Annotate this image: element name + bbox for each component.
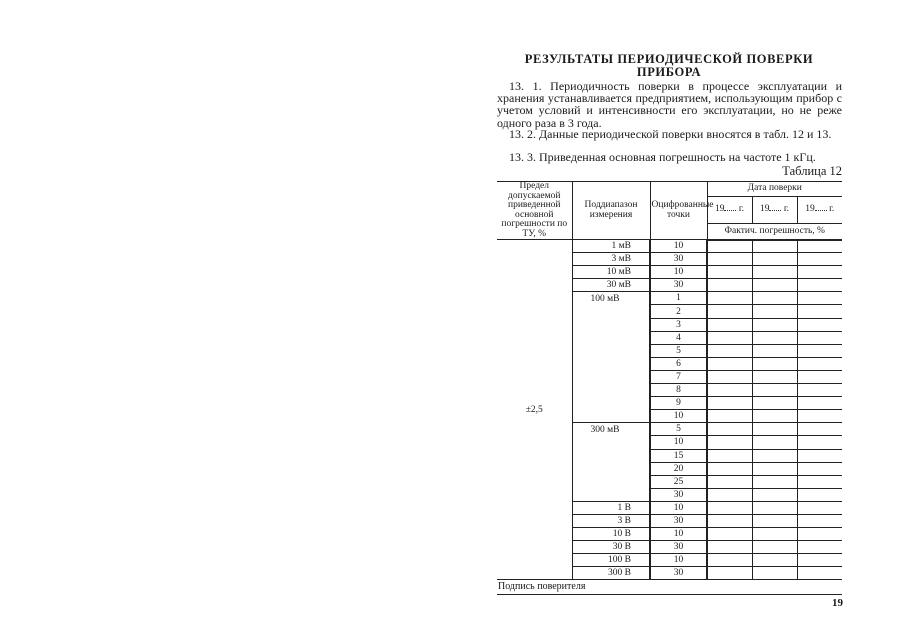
actual-error-cell xyxy=(707,449,752,462)
actual-error-cell xyxy=(707,305,752,318)
actual-error-cell xyxy=(707,475,752,488)
signature-label: Подпись поверителя xyxy=(497,580,842,595)
subrange-cell xyxy=(572,357,650,370)
actual-error-cell xyxy=(707,501,752,514)
actual-error-cell xyxy=(797,423,842,436)
actual-error-cell xyxy=(797,554,842,567)
actual-error-cell xyxy=(797,475,842,488)
header-year-1: 19 г. xyxy=(707,197,752,224)
header-points: Оцифрованные точки xyxy=(650,182,707,240)
actual-error-cell xyxy=(752,541,797,554)
actual-error-cell xyxy=(797,567,842,580)
subrange-cell: 100 В xyxy=(572,554,650,567)
point-cell: 10 xyxy=(650,240,707,253)
header-date: Дата поверки xyxy=(707,182,842,197)
actual-error-cell xyxy=(752,305,797,318)
actual-error-cell xyxy=(707,344,752,357)
actual-error-cell xyxy=(707,554,752,567)
subrange-cell: 1 В xyxy=(572,501,650,514)
subrange-cell: 3 В xyxy=(572,514,650,527)
actual-error-cell xyxy=(797,357,842,370)
actual-error-cell xyxy=(752,554,797,567)
actual-error-cell xyxy=(707,240,752,253)
point-cell: 1 xyxy=(650,292,707,305)
actual-error-cell xyxy=(707,357,752,370)
point-cell: 10 xyxy=(650,554,707,567)
actual-error-cell xyxy=(797,410,842,423)
actual-error-cell xyxy=(752,357,797,370)
actual-error-cell xyxy=(752,370,797,383)
point-cell: 30 xyxy=(650,514,707,527)
actual-error-cell xyxy=(797,514,842,527)
actual-error-cell xyxy=(797,501,842,514)
point-cell: 6 xyxy=(650,357,707,370)
point-cell: 10 xyxy=(650,501,707,514)
subrange-cell: 30 мВ xyxy=(572,279,650,292)
actual-error-cell xyxy=(707,292,752,305)
point-cell: 10 xyxy=(650,436,707,449)
actual-error-cell xyxy=(752,475,797,488)
subrange-cell: 3 мВ xyxy=(572,253,650,266)
actual-error-cell xyxy=(752,567,797,580)
actual-error-cell xyxy=(707,397,752,410)
actual-error-cell xyxy=(707,514,752,527)
actual-error-cell xyxy=(797,253,842,266)
actual-error-cell xyxy=(797,541,842,554)
actual-error-cell xyxy=(797,318,842,331)
paragraph-13-1: 13. 1. Периодичность поверки в процессе эксплуатации и хранения устанавливается предприятием, использующим прибор с учетом условий и интенсивности его эксплуатации, но не реже одного раза в 3 года. xyxy=(497,79,842,130)
actual-error-cell xyxy=(752,318,797,331)
actual-error-cell xyxy=(752,344,797,357)
subrange-cell xyxy=(572,475,650,488)
actual-error-cell xyxy=(707,370,752,383)
limit-value: ±2,5 xyxy=(497,240,572,580)
point-cell: 30 xyxy=(650,567,707,580)
actual-error-cell xyxy=(797,462,842,475)
actual-error-cell xyxy=(752,410,797,423)
actual-error-cell xyxy=(707,410,752,423)
subrange-cell: 100 мВ xyxy=(572,292,650,305)
point-cell: 20 xyxy=(650,462,707,475)
subrange-cell xyxy=(572,318,650,331)
actual-error-cell xyxy=(752,384,797,397)
actual-error-cell xyxy=(752,397,797,410)
actual-error-cell xyxy=(752,501,797,514)
actual-error-cell xyxy=(752,266,797,279)
point-cell: 5 xyxy=(650,423,707,436)
subrange-cell: 300 В xyxy=(572,567,650,580)
paragraph-13-2: 13. 2. Данные периодической поверки вносятся в табл. 12 и 13. xyxy=(509,127,832,141)
actual-error-cell xyxy=(707,384,752,397)
actual-error-cell xyxy=(797,279,842,292)
actual-error-cell xyxy=(797,370,842,383)
point-cell: 8 xyxy=(650,384,707,397)
actual-error-cell xyxy=(797,240,842,253)
subrange-cell xyxy=(572,384,650,397)
actual-error-cell xyxy=(707,541,752,554)
actual-error-cell xyxy=(707,528,752,541)
actual-error-cell xyxy=(752,240,797,253)
point-cell: 10 xyxy=(650,266,707,279)
actual-error-cell xyxy=(797,488,842,501)
actual-error-cell xyxy=(707,253,752,266)
page-title: РЕЗУЛЬТАТЫ ПЕРИОДИЧЕСКОЙ ПОВЕРКИ ПРИБОРА xyxy=(524,52,814,79)
point-cell: 25 xyxy=(650,475,707,488)
header-actual-error: Фактич. погрешность, % xyxy=(707,224,842,240)
point-cell: 30 xyxy=(650,488,707,501)
actual-error-cell xyxy=(752,449,797,462)
point-cell: 4 xyxy=(650,331,707,344)
point-cell: 10 xyxy=(650,528,707,541)
point-cell: 2 xyxy=(650,305,707,318)
subrange-cell xyxy=(572,462,650,475)
subrange-cell: 1 мВ xyxy=(572,240,650,253)
point-cell: 7 xyxy=(650,370,707,383)
actual-error-cell xyxy=(707,488,752,501)
actual-error-cell xyxy=(797,266,842,279)
actual-error-cell xyxy=(797,528,842,541)
actual-error-cell xyxy=(707,462,752,475)
actual-error-cell xyxy=(752,436,797,449)
table-caption: Таблица 12 xyxy=(782,164,842,178)
point-cell: 9 xyxy=(650,397,707,410)
actual-error-cell xyxy=(797,331,842,344)
subrange-cell xyxy=(572,331,650,344)
subrange-cell xyxy=(572,344,650,357)
actual-error-cell xyxy=(707,423,752,436)
actual-error-cell xyxy=(707,436,752,449)
header-subrange: Поддиапазон измерения xyxy=(572,182,650,240)
subrange-cell: 300 мВ xyxy=(572,423,650,436)
subrange-cell: 10 мВ xyxy=(572,266,650,279)
subrange-cell xyxy=(572,305,650,318)
subrange-cell: 10 В xyxy=(572,528,650,541)
actual-error-cell xyxy=(752,514,797,527)
actual-error-cell xyxy=(797,305,842,318)
actual-error-cell xyxy=(797,397,842,410)
actual-error-cell xyxy=(707,318,752,331)
point-cell: 30 xyxy=(650,279,707,292)
page-number: 19 xyxy=(832,597,843,609)
actual-error-cell xyxy=(707,567,752,580)
actual-error-cell xyxy=(707,331,752,344)
point-cell: 3 xyxy=(650,318,707,331)
point-cell: 30 xyxy=(650,253,707,266)
point-cell: 5 xyxy=(650,344,707,357)
subrange-cell xyxy=(572,488,650,501)
actual-error-cell xyxy=(752,462,797,475)
subrange-cell xyxy=(572,397,650,410)
actual-error-cell xyxy=(797,384,842,397)
actual-error-cell xyxy=(707,279,752,292)
subrange-cell xyxy=(572,370,650,383)
subrange-cell xyxy=(572,449,650,462)
subrange-cell: 30 В xyxy=(572,541,650,554)
actual-error-cell xyxy=(752,488,797,501)
paragraph-13-3: 13. 3. Приведенная основная погрешность на частоте 1 кГц. xyxy=(509,150,816,164)
table-row xyxy=(497,240,842,253)
point-cell: 10 xyxy=(650,410,707,423)
actual-error-cell xyxy=(752,331,797,344)
point-cell: 15 xyxy=(650,449,707,462)
verification-table xyxy=(497,181,842,595)
point-cell: 30 xyxy=(650,541,707,554)
actual-error-cell xyxy=(752,292,797,305)
header-year-2: 19 г. xyxy=(752,197,797,224)
actual-error-cell xyxy=(752,423,797,436)
subrange-cell xyxy=(572,436,650,449)
actual-error-cell xyxy=(752,253,797,266)
actual-error-cell xyxy=(752,528,797,541)
actual-error-cell xyxy=(797,344,842,357)
actual-error-cell xyxy=(797,436,842,449)
header-limit: Предел допускаемой приведенной основной погрешности по ТУ, % xyxy=(497,182,572,240)
actual-error-cell xyxy=(707,266,752,279)
subrange-cell xyxy=(572,410,650,423)
actual-error-cell xyxy=(752,279,797,292)
actual-error-cell xyxy=(797,449,842,462)
actual-error-cell xyxy=(797,292,842,305)
header-year-3: 19 г. xyxy=(797,197,842,224)
